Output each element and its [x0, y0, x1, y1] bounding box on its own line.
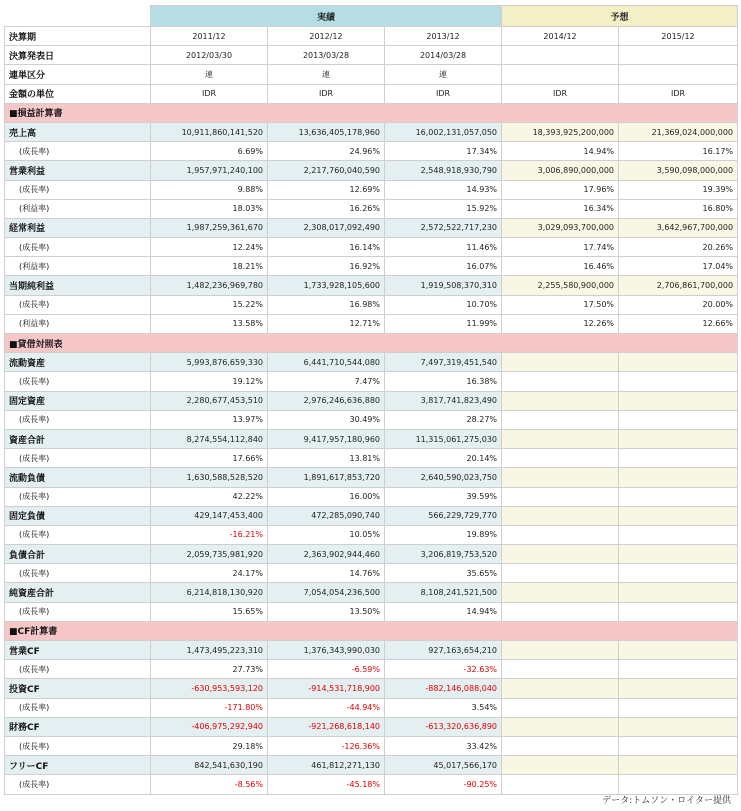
value-cell: 14.76%: [268, 564, 385, 583]
ratio-row: [5, 410, 738, 429]
value-cell: 19.39%: [619, 180, 738, 199]
value-cell: [502, 525, 619, 544]
ratio-row: [5, 775, 738, 794]
value-cell: 1,987,259,361,670: [151, 218, 268, 237]
value-cell: 18,393,925,200,000: [502, 122, 619, 141]
value-cell: 17.34%: [385, 142, 502, 161]
value-cell: 30.49%: [268, 410, 385, 429]
value-cell: [502, 410, 619, 429]
row-label: 資産合計: [5, 429, 151, 448]
value-cell: 1,376,343,990,030: [268, 641, 385, 660]
value-cell: -90.25%: [385, 775, 502, 794]
section-header-row: [5, 334, 738, 353]
forecast-header: 予想: [502, 6, 738, 27]
value-cell: 3,817,741,823,490: [385, 391, 502, 410]
value-cell: [619, 487, 738, 506]
value-cell: [619, 545, 738, 564]
value-cell: [502, 717, 619, 736]
row-label: (利益率): [5, 257, 151, 276]
actual-header: 実績: [151, 6, 502, 27]
value-cell: [502, 583, 619, 602]
period-header-row: [5, 6, 738, 27]
financial-table: [4, 5, 738, 795]
value-cell: 8,274,554,112,840: [151, 429, 268, 448]
value-cell: 927,163,654,210: [385, 641, 502, 660]
meta-value-cell: 2015/12: [619, 27, 738, 46]
value-cell: 12.26%: [502, 314, 619, 333]
value-cell: [502, 353, 619, 372]
meta-row: [5, 27, 738, 46]
value-cell: 6,214,818,130,920: [151, 583, 268, 602]
value-cell: [502, 660, 619, 679]
row-label: 流動負債: [5, 468, 151, 487]
row-label: 経常利益: [5, 218, 151, 237]
value-cell: [619, 679, 738, 698]
row-label: (成長率): [5, 698, 151, 717]
value-cell: 1,957,971,240,100: [151, 161, 268, 180]
meta-value-cell: 2012/03/30: [151, 46, 268, 65]
metric-row: [5, 429, 738, 448]
value-cell: 2,217,760,040,590: [268, 161, 385, 180]
meta-value-cell: 連: [151, 65, 268, 84]
value-cell: -32.63%: [385, 660, 502, 679]
value-cell: -44.94%: [268, 698, 385, 717]
row-label: (成長率): [5, 238, 151, 257]
value-cell: [619, 583, 738, 602]
metric-row: [5, 641, 738, 660]
row-label: (成長率): [5, 142, 151, 161]
value-cell: -630,953,593,120: [151, 679, 268, 698]
row-label: (成長率): [5, 449, 151, 468]
value-cell: 11,315,061,275,030: [385, 429, 502, 448]
value-cell: [619, 775, 738, 794]
value-cell: 17.74%: [502, 238, 619, 257]
value-cell: [502, 545, 619, 564]
value-cell: 8,108,241,521,500: [385, 583, 502, 602]
value-cell: 3,029,093,700,000: [502, 218, 619, 237]
value-cell: 24.17%: [151, 564, 268, 583]
row-label: 営業CF: [5, 641, 151, 660]
meta-value-cell: 2014/03/28: [385, 46, 502, 65]
value-cell: 11.46%: [385, 238, 502, 257]
value-cell: -45.18%: [268, 775, 385, 794]
value-cell: -882,146,088,040: [385, 679, 502, 698]
row-label: フリーCF: [5, 756, 151, 775]
value-cell: 19.89%: [385, 525, 502, 544]
value-cell: 1,733,928,105,600: [268, 276, 385, 295]
ratio-row: [5, 736, 738, 755]
ratio-row: [5, 698, 738, 717]
value-cell: 16.46%: [502, 257, 619, 276]
value-cell: 566,229,729,770: [385, 506, 502, 525]
row-label: (利益率): [5, 199, 151, 218]
value-cell: 2,255,580,900,000: [502, 276, 619, 295]
meta-row: [5, 84, 738, 103]
meta-value-cell: IDR: [268, 84, 385, 103]
meta-row: [5, 46, 738, 65]
row-label: 連単区分: [5, 65, 151, 84]
value-cell: 13.50%: [268, 602, 385, 621]
value-cell: 2,706,861,700,000: [619, 276, 738, 295]
value-cell: [619, 564, 738, 583]
value-cell: 11.99%: [385, 314, 502, 333]
meta-value-cell: IDR: [619, 84, 738, 103]
ratio-row: [5, 372, 738, 391]
value-cell: 16.98%: [268, 295, 385, 314]
value-cell: 1,919,508,370,310: [385, 276, 502, 295]
ratio-row: [5, 449, 738, 468]
value-cell: [619, 372, 738, 391]
value-cell: 9,417,957,180,960: [268, 429, 385, 448]
value-cell: [619, 641, 738, 660]
meta-value-cell: [619, 65, 738, 84]
ratio-row: [5, 487, 738, 506]
row-label: (成長率): [5, 602, 151, 621]
metric-row: [5, 161, 738, 180]
value-cell: [619, 525, 738, 544]
metric-row: [5, 545, 738, 564]
value-cell: 2,280,677,453,510: [151, 391, 268, 410]
value-cell: 15.92%: [385, 199, 502, 218]
value-cell: 10.70%: [385, 295, 502, 314]
value-cell: 7.47%: [268, 372, 385, 391]
row-label: 財務CF: [5, 717, 151, 736]
metric-row: [5, 717, 738, 736]
value-cell: 10,911,860,141,520: [151, 122, 268, 141]
value-cell: -16.21%: [151, 525, 268, 544]
value-cell: 16.00%: [268, 487, 385, 506]
value-cell: 12.71%: [268, 314, 385, 333]
value-cell: [619, 468, 738, 487]
row-label: (成長率): [5, 372, 151, 391]
value-cell: 18.03%: [151, 199, 268, 218]
value-cell: 16.38%: [385, 372, 502, 391]
row-label: (利益率): [5, 314, 151, 333]
row-label: 純資産合計: [5, 583, 151, 602]
meta-value-cell: 連: [268, 65, 385, 84]
row-label: 固定負債: [5, 506, 151, 525]
meta-value-cell: IDR: [502, 84, 619, 103]
value-cell: [502, 756, 619, 775]
meta-value-cell: IDR: [385, 84, 502, 103]
value-cell: 2,308,017,092,490: [268, 218, 385, 237]
value-cell: 20.00%: [619, 295, 738, 314]
value-cell: 14.94%: [502, 142, 619, 161]
row-label: 売上高: [5, 122, 151, 141]
value-cell: 429,147,453,400: [151, 506, 268, 525]
value-cell: 39.59%: [385, 487, 502, 506]
value-cell: 24.96%: [268, 142, 385, 161]
value-cell: 1,891,617,853,720: [268, 468, 385, 487]
value-cell: 1,630,588,528,520: [151, 468, 268, 487]
meta-value-cell: 2013/12: [385, 27, 502, 46]
value-cell: 2,976,246,636,880: [268, 391, 385, 410]
value-cell: 35.65%: [385, 564, 502, 583]
value-cell: 12.66%: [619, 314, 738, 333]
header-blank-cell: [5, 6, 151, 27]
row-label: 投資CF: [5, 679, 151, 698]
ratio-row: [5, 180, 738, 199]
meta-value-cell: [502, 46, 619, 65]
meta-row: [5, 65, 738, 84]
value-cell: 28.27%: [385, 410, 502, 429]
value-cell: 2,059,735,981,920: [151, 545, 268, 564]
metric-row: [5, 122, 738, 141]
metric-row: [5, 679, 738, 698]
value-cell: 1,482,236,969,780: [151, 276, 268, 295]
value-cell: 33.42%: [385, 736, 502, 755]
value-cell: [502, 429, 619, 448]
row-label: (成長率): [5, 736, 151, 755]
value-cell: 15.22%: [151, 295, 268, 314]
value-cell: [502, 506, 619, 525]
value-cell: 15.65%: [151, 602, 268, 621]
metric-row: [5, 756, 738, 775]
ratio-row: [5, 238, 738, 257]
value-cell: 12.69%: [268, 180, 385, 199]
value-cell: 18.21%: [151, 257, 268, 276]
value-cell: 14.94%: [385, 602, 502, 621]
value-cell: 7,497,319,451,540: [385, 353, 502, 372]
meta-value-cell: [619, 46, 738, 65]
value-cell: [619, 602, 738, 621]
row-label: (成長率): [5, 525, 151, 544]
row-label: 流動資産: [5, 353, 151, 372]
row-label: (成長率): [5, 295, 151, 314]
metric-row: [5, 506, 738, 525]
value-cell: 5,993,876,659,330: [151, 353, 268, 372]
row-label: 金額の単位: [5, 84, 151, 103]
meta-value-cell: 2014/12: [502, 27, 619, 46]
value-cell: [619, 736, 738, 755]
metric-row: [5, 353, 738, 372]
value-cell: -914,531,718,900: [268, 679, 385, 698]
row-label: 営業利益: [5, 161, 151, 180]
metric-row: [5, 583, 738, 602]
value-cell: [502, 602, 619, 621]
value-cell: -921,268,618,140: [268, 717, 385, 736]
value-cell: [619, 391, 738, 410]
value-cell: 7,054,054,236,500: [268, 583, 385, 602]
value-cell: 19.12%: [151, 372, 268, 391]
value-cell: 1,473,495,223,310: [151, 641, 268, 660]
ratio-row: [5, 142, 738, 161]
ratio-row: [5, 314, 738, 333]
value-cell: 13.81%: [268, 449, 385, 468]
ratio-row: [5, 199, 738, 218]
value-cell: 6,441,710,544,080: [268, 353, 385, 372]
section-title: ■損益計算書: [5, 103, 738, 122]
section-title: ■CF計算書: [5, 621, 738, 640]
value-cell: 16.07%: [385, 257, 502, 276]
ratio-row: [5, 257, 738, 276]
value-cell: [619, 717, 738, 736]
value-cell: [619, 506, 738, 525]
value-cell: 13.58%: [151, 314, 268, 333]
value-cell: 20.14%: [385, 449, 502, 468]
metric-row: [5, 468, 738, 487]
value-cell: [619, 410, 738, 429]
row-label: (成長率): [5, 410, 151, 429]
row-label: 決算発表日: [5, 46, 151, 65]
value-cell: 16.34%: [502, 199, 619, 218]
value-cell: 17.96%: [502, 180, 619, 199]
value-cell: 16.26%: [268, 199, 385, 218]
value-cell: [619, 698, 738, 717]
value-cell: 16,002,131,057,050: [385, 122, 502, 141]
value-cell: 2,363,902,944,460: [268, 545, 385, 564]
value-cell: 472,285,090,740: [268, 506, 385, 525]
value-cell: [502, 775, 619, 794]
value-cell: -171.80%: [151, 698, 268, 717]
value-cell: 9.88%: [151, 180, 268, 199]
value-cell: 29.18%: [151, 736, 268, 755]
value-cell: 2,548,918,930,790: [385, 161, 502, 180]
value-cell: [502, 487, 619, 506]
value-cell: 3,590,098,000,000: [619, 161, 738, 180]
row-label: (成長率): [5, 775, 151, 794]
value-cell: 2,572,522,717,230: [385, 218, 502, 237]
data-source-credit: データ:トムソン・ロイター提供: [602, 796, 731, 806]
value-cell: 13,636,405,178,960: [268, 122, 385, 141]
value-cell: [619, 449, 738, 468]
value-cell: [502, 679, 619, 698]
value-cell: 10.05%: [268, 525, 385, 544]
metric-row: [5, 218, 738, 237]
meta-value-cell: 2011/12: [151, 27, 268, 46]
meta-value-cell: [502, 65, 619, 84]
value-cell: 12.24%: [151, 238, 268, 257]
meta-value-cell: IDR: [151, 84, 268, 103]
value-cell: 3,006,890,000,000: [502, 161, 619, 180]
value-cell: 42.22%: [151, 487, 268, 506]
section-title: ■貸借対照表: [5, 334, 738, 353]
value-cell: [502, 564, 619, 583]
value-cell: 21,369,024,000,000: [619, 122, 738, 141]
meta-value-cell: 連: [385, 65, 502, 84]
meta-value-cell: 2012/12: [268, 27, 385, 46]
value-cell: -613,320,636,890: [385, 717, 502, 736]
value-cell: 17.04%: [619, 257, 738, 276]
value-cell: 3,206,819,753,520: [385, 545, 502, 564]
value-cell: [502, 372, 619, 391]
value-cell: 2,640,590,023,750: [385, 468, 502, 487]
value-cell: [502, 449, 619, 468]
value-cell: 461,812,271,130: [268, 756, 385, 775]
value-cell: [502, 736, 619, 755]
value-cell: [502, 468, 619, 487]
value-cell: [502, 391, 619, 410]
ratio-row: [5, 660, 738, 679]
value-cell: 16.14%: [268, 238, 385, 257]
value-cell: 842,541,630,190: [151, 756, 268, 775]
row-label: 決算期: [5, 27, 151, 46]
section-header-row: [5, 103, 738, 122]
row-label: (成長率): [5, 180, 151, 199]
value-cell: 14.93%: [385, 180, 502, 199]
value-cell: [619, 756, 738, 775]
value-cell: 6.69%: [151, 142, 268, 161]
value-cell: [502, 641, 619, 660]
meta-value-cell: 2013/03/28: [268, 46, 385, 65]
value-cell: -6.59%: [268, 660, 385, 679]
ratio-row: [5, 564, 738, 583]
ratio-row: [5, 602, 738, 621]
value-cell: [502, 698, 619, 717]
section-header-row: [5, 621, 738, 640]
ratio-row: [5, 295, 738, 314]
row-label: (成長率): [5, 487, 151, 506]
value-cell: 16.92%: [268, 257, 385, 276]
row-label: (成長率): [5, 660, 151, 679]
row-label: 固定資産: [5, 391, 151, 410]
value-cell: 45,017,566,170: [385, 756, 502, 775]
value-cell: -126.36%: [268, 736, 385, 755]
value-cell: [619, 660, 738, 679]
value-cell: 16.80%: [619, 199, 738, 218]
ratio-row: [5, 525, 738, 544]
row-label: 負債合計: [5, 545, 151, 564]
value-cell: [619, 429, 738, 448]
value-cell: 3.54%: [385, 698, 502, 717]
metric-row: [5, 391, 738, 410]
value-cell: 17.66%: [151, 449, 268, 468]
value-cell: 27.73%: [151, 660, 268, 679]
metric-row: [5, 276, 738, 295]
value-cell: [619, 353, 738, 372]
value-cell: 3,642,967,700,000: [619, 218, 738, 237]
row-label: (成長率): [5, 564, 151, 583]
value-cell: 16.17%: [619, 142, 738, 161]
value-cell: -8.56%: [151, 775, 268, 794]
value-cell: 13.97%: [151, 410, 268, 429]
value-cell: 17.50%: [502, 295, 619, 314]
value-cell: -406,975,292,940: [151, 717, 268, 736]
value-cell: 20.26%: [619, 238, 738, 257]
row-label: 当期純利益: [5, 276, 151, 295]
